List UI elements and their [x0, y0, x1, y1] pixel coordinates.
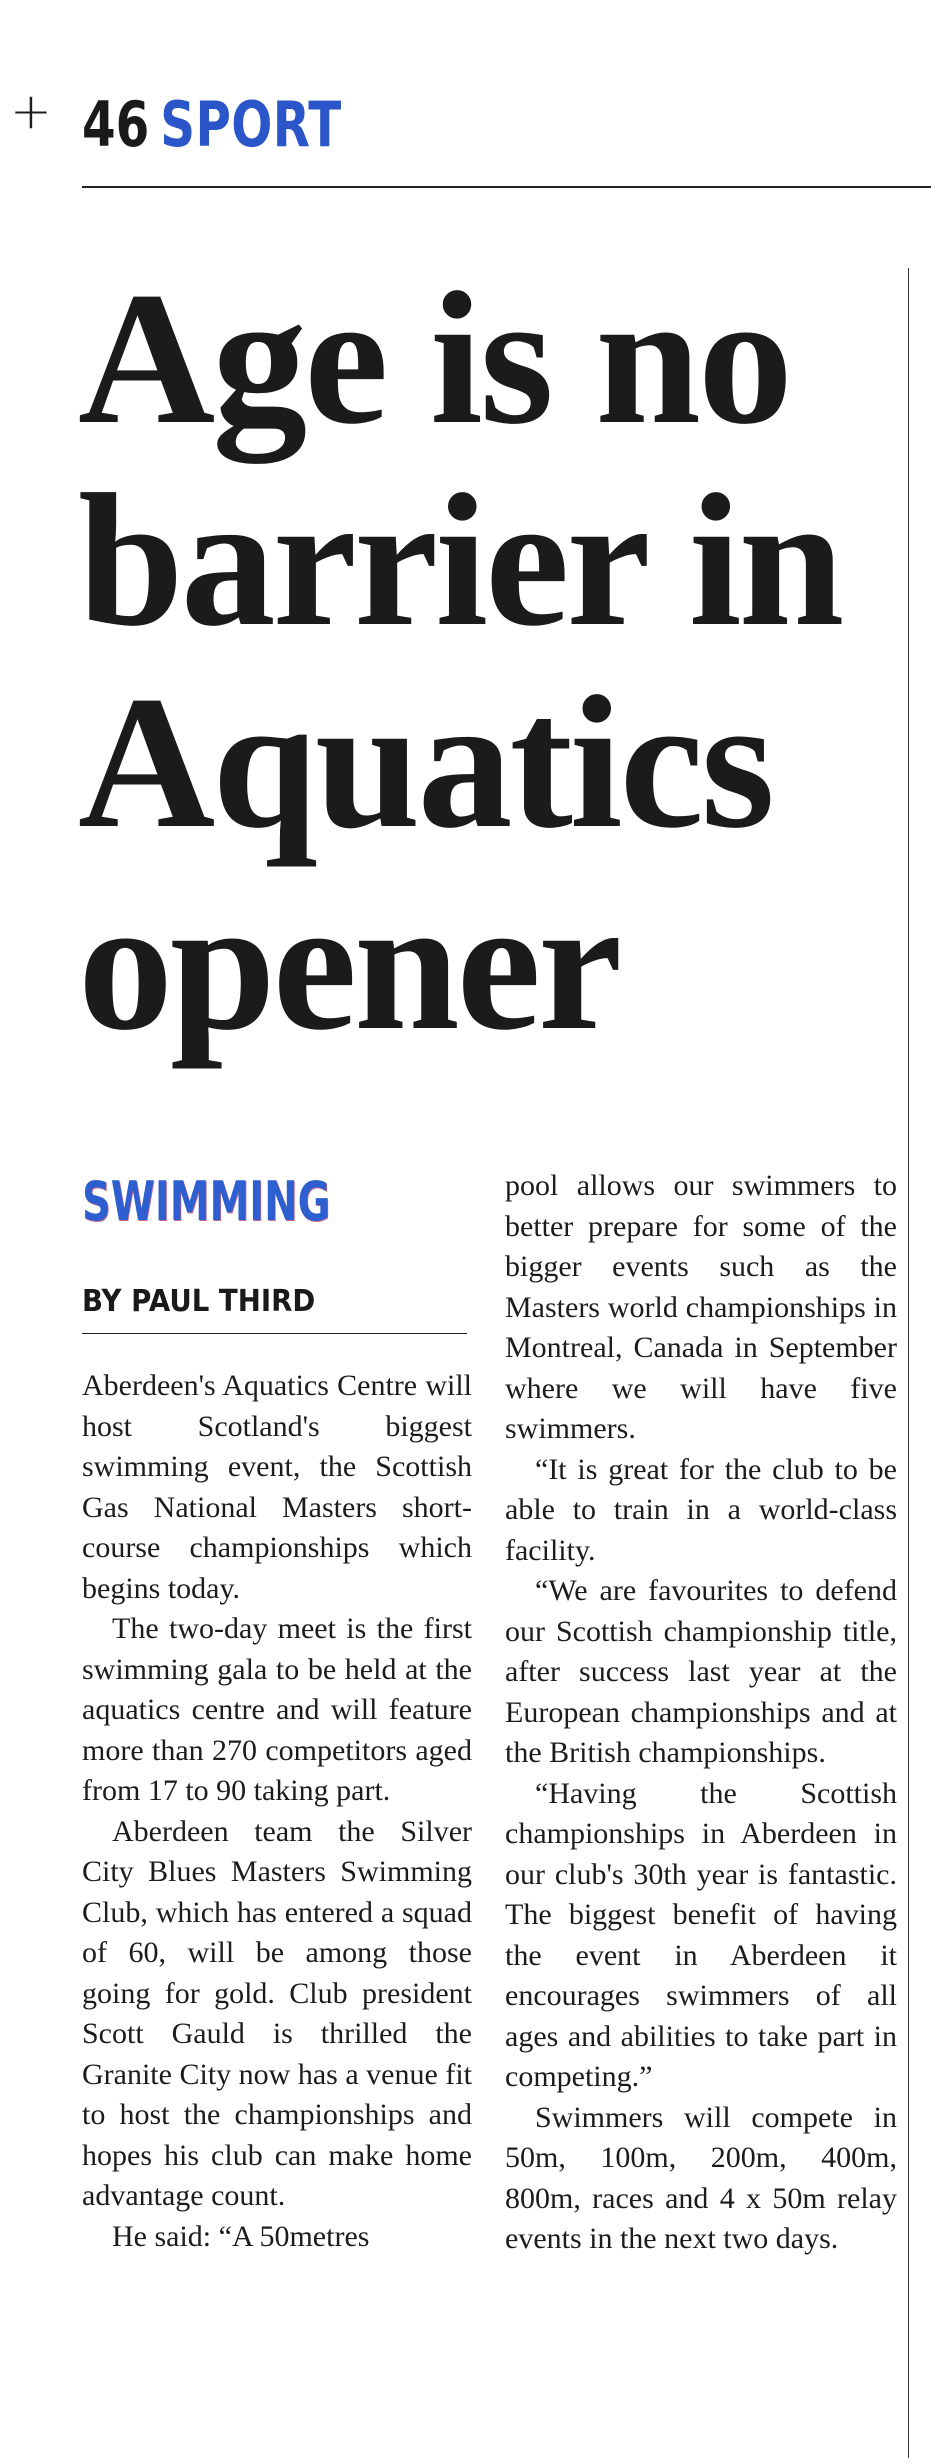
- page-header: [82, 88, 342, 161]
- byline: BY PAUL THIRD: [82, 1284, 316, 1319]
- paragraph: “Having the Scottish championships in Aberdeen in our club's 30th year is fantastic. The biggest benefit of having the event in Aberdeen it encourages swimmers of all ages and abilities to take part in competing.”: [505, 1776, 897, 2093]
- paragraph: “We are favourites to defend our Scottish championship title, after success last year at the European championships and at the British championships.: [505, 1574, 897, 1769]
- kicker: SWIMMING: [82, 1170, 331, 1233]
- paragraph: “It is great for the club to be able to train in a world-class facility.: [505, 1452, 897, 1567]
- section-name: SPORT: [160, 88, 342, 161]
- paragraph: Aberdeen team the Silver City Blues Masters Swimming Club, which has entered a squad of 60, will be among those going for gold. Club president Scott Gauld is thrilled the Granite City now has a venue fit to host the championships and hopes his club can make home advantage count.: [82, 1814, 472, 2212]
- headline: Age is no barrier in Aquatics opener: [78, 254, 842, 1070]
- paragraph: Swimmers will compete in 50m, 100m, 200m, 400m, 800m, races and 4 x 50m relay events in the next two days.: [505, 2100, 897, 2255]
- column-rule: [908, 268, 909, 2458]
- crop-mark: +: [10, 82, 52, 140]
- paragraph: The two-day meet is the first swimming gala to be held at the aquatics centre and will feature more than 270 competitors aged from 17 to 90 taking part.: [82, 1612, 472, 1807]
- byline-rule: [82, 1333, 467, 1334]
- paragraph: He said: “A 50metres: [112, 2219, 370, 2253]
- header-rule: [82, 186, 931, 188]
- article-column-left: [82, 1366, 472, 2257]
- page-number: 46: [82, 88, 150, 161]
- paragraph: pool allows our swimmers to better prepare for some of the bigger events such as the Masters world championships in Montreal, Canada in September where we will have five swimmers.: [505, 1169, 897, 1445]
- paragraph: Aberdeen's Aquatics Centre will host Scotland's biggest swimming event, the Scottish Gas National Masters short-course championships which begins today.: [82, 1369, 472, 1605]
- article-column-right: [505, 1166, 897, 2260]
